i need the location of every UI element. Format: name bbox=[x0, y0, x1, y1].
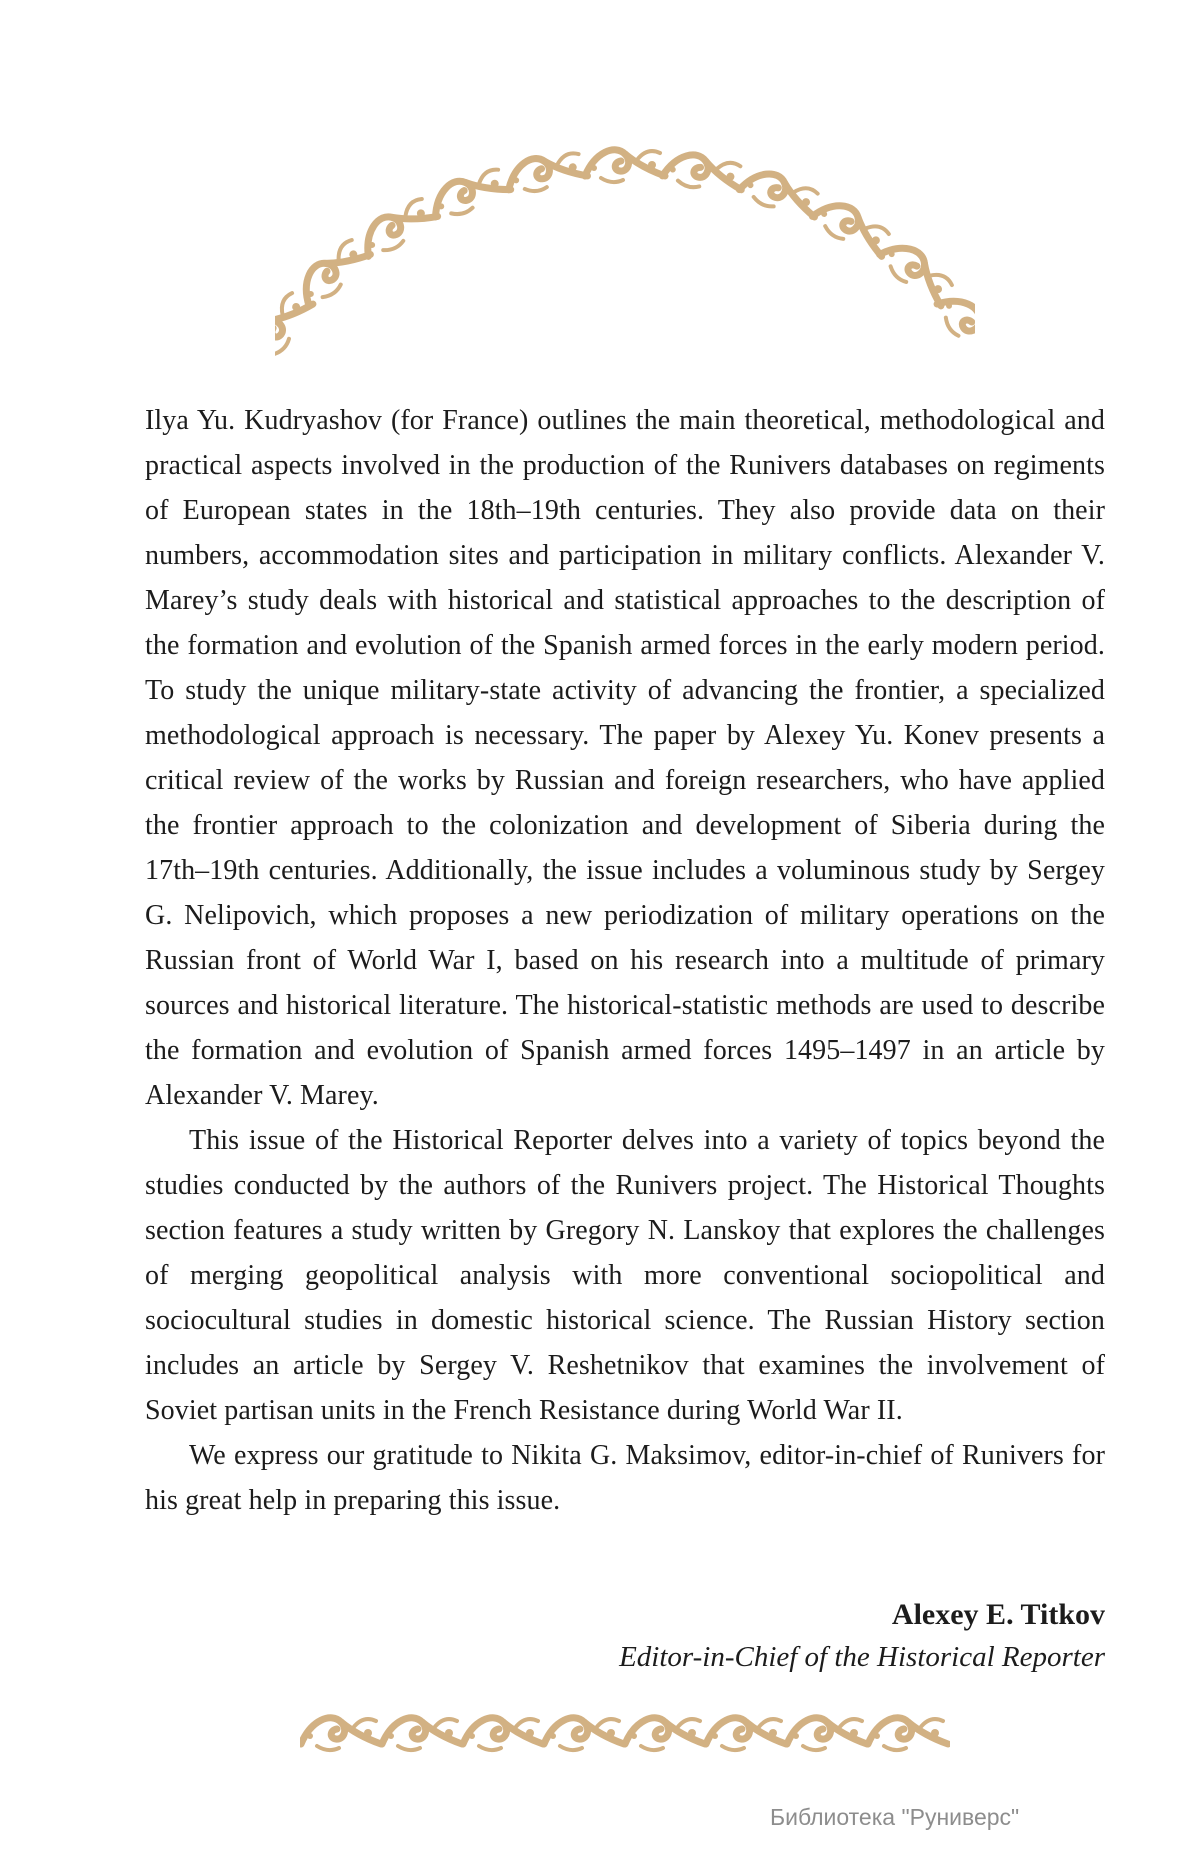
paragraph-3: We express our gratitude to Nikita G. Maksimov, editor-in-chief of Runivers for his great help in preparing this issue. bbox=[145, 1440, 1105, 1516]
signature-block bbox=[619, 1594, 1105, 1678]
bottom-border-ornament bbox=[300, 1706, 950, 1758]
paragraph-2: This issue of the Historical Reporter delves into a variety of topics beyond the studies conducted by the authors of the Runivers project. The Historical Thoughts section features a study written by Gregory N. Lanskoy that explores the challenges of merging geopolitical analysis with more conventional sociopolitical and sociocultural studies in domestic historical science. The Russian History section includes an article by Sergey V. Reshetnikov that examines the involvement of Soviet partisan units in the French Resistance during World War II. bbox=[145, 1125, 1105, 1426]
body-text bbox=[145, 398, 1105, 1523]
signature-name: Alexey E. Titkov bbox=[891, 1598, 1105, 1631]
library-watermark: Библиотека "Руниверс" bbox=[770, 1804, 1020, 1830]
top-flourish-ornament bbox=[275, 138, 975, 368]
paragraph-1: Ilya Yu. Kudryashov (for France) outlines the main theoretical, methodological and practical aspects involved in the production of the Runivers databases on regiments of European states in the 18th–19th centuries. They also provide data on their numbers, accommodation sites and participation in military conflicts. Alexander V. Marey’s study deals with historical and statistical approaches to the description of the formation and evolution of the Spanish armed forces in the early modern period. To study the unique military-state activity of advancing the frontier, a specialized methodological approach is necessary. The paper by Alexey Yu. Konev presents a critical review of the works by Russian and foreign researchers, who have applied the frontier approach to the colonization and development of Siberia during the 17th–19th centuries. Additionally, the issue includes a voluminous study by Sergey G. Nelipovich, which proposes a new periodization of military operations on the Russian front of World War I, based on his research into a multitude of primary sources and historical literature. The historical-statistic methods are used to describe the formation and evolution of Spanish armed forces 1495–1497 in an article by Alexander V. Marey. bbox=[145, 405, 1105, 1111]
signature-role: Editor-in-Chief of the Historical Reporter bbox=[619, 1641, 1105, 1673]
